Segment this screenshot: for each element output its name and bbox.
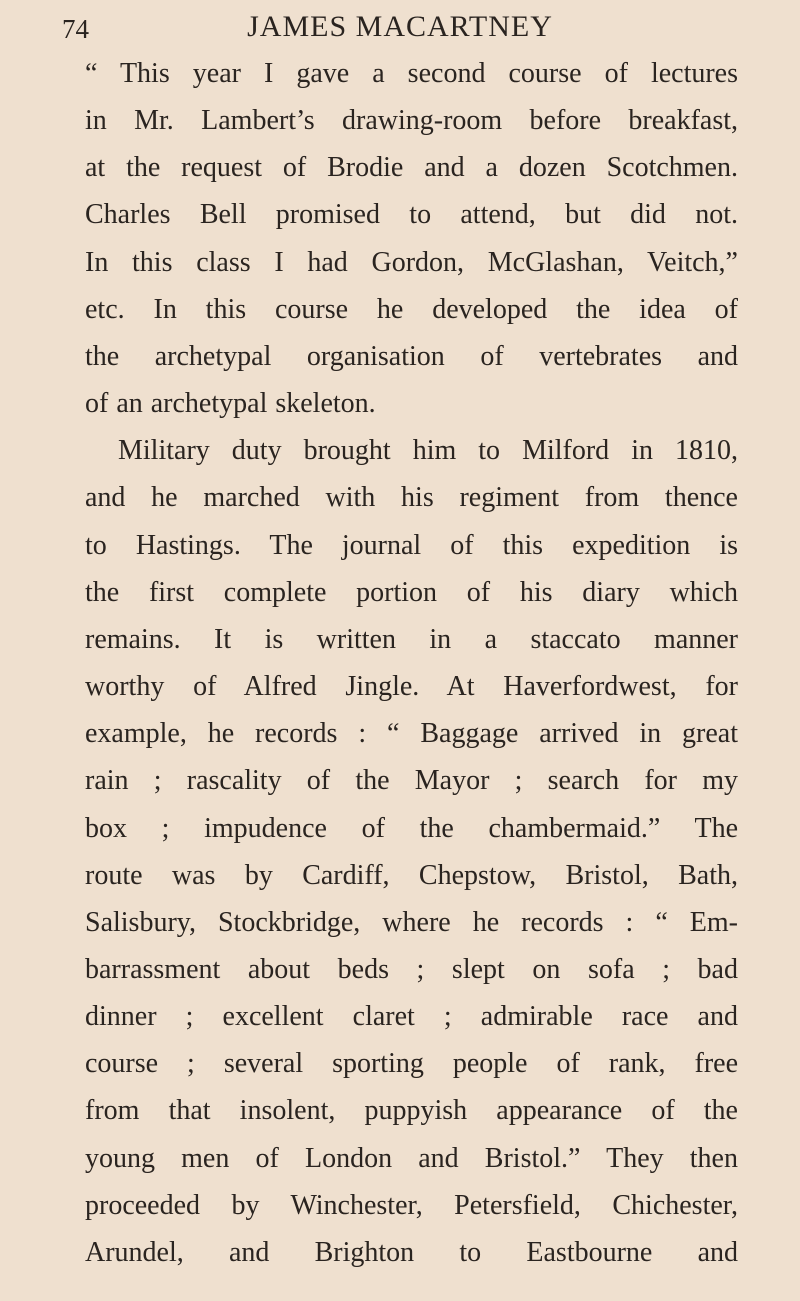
text-line: example, he records : “ Baggage arrived in great: [85, 718, 738, 750]
text-line: route was by Cardiff, Chepstow, Bristol, Bath,: [85, 859, 738, 891]
text-line: at the request of Brodie and a dozen Scotchmen.: [85, 152, 738, 184]
text-line: box ; impudence of the chambermaid.” The: [85, 812, 738, 844]
running-header: [62, 8, 738, 48]
text-line: In this class I had Gordon, McGlashan, Veitch,”: [85, 246, 738, 278]
body-text: [85, 52, 738, 1278]
text-line: “ This year I gave a second course of lectures: [85, 58, 738, 89]
running-title: JAMES MACARTNEY: [247, 10, 553, 43]
text-line: the archetypal organisation of vertebrates and: [85, 340, 738, 372]
text-line: Arundel, and Brighton to Eastbourne and: [85, 1236, 738, 1268]
text-line: dinner ; excellent claret ; admirable race and: [85, 1001, 738, 1033]
page-number: 74: [62, 14, 89, 44]
text-line: remains. It is written in a staccato manner: [85, 623, 738, 655]
text-line: the first complete portion of his diary which: [85, 576, 738, 608]
text-line: etc. In this course he developed the idea of: [85, 293, 738, 325]
text-line: of an archetypal skeleton.: [85, 388, 376, 420]
text-line: from that insolent, puppyish appearance of the: [85, 1095, 738, 1127]
text-line: proceeded by Winchester, Petersfield, Chichester,: [85, 1189, 738, 1221]
text-line: worthy of Alfred Jingle. At Haverfordwest, for: [85, 671, 738, 703]
text-line: course ; several sporting people of rank, free: [85, 1048, 738, 1080]
text-line: barrassment about beds ; slept on sofa ; bad: [85, 953, 738, 985]
text-line: in Mr. Lambert’s drawing-room before breakfast,: [85, 105, 738, 137]
text-line: rain ; rascality of the Mayor ; search for my: [85, 765, 738, 797]
text-line: Charles Bell promised to attend, but did not.: [85, 199, 738, 231]
text-line: young men of London and Bristol.” They then: [85, 1142, 738, 1174]
text-line: Salisbury, Stockbridge, where he records : “ Em-: [85, 906, 738, 938]
text-line: to Hastings. The journal of this expedition is: [85, 529, 738, 561]
text-line: Military duty brought him to Milford in 1810,: [118, 435, 738, 467]
text-line: and he marched with his regiment from thence: [85, 482, 738, 514]
